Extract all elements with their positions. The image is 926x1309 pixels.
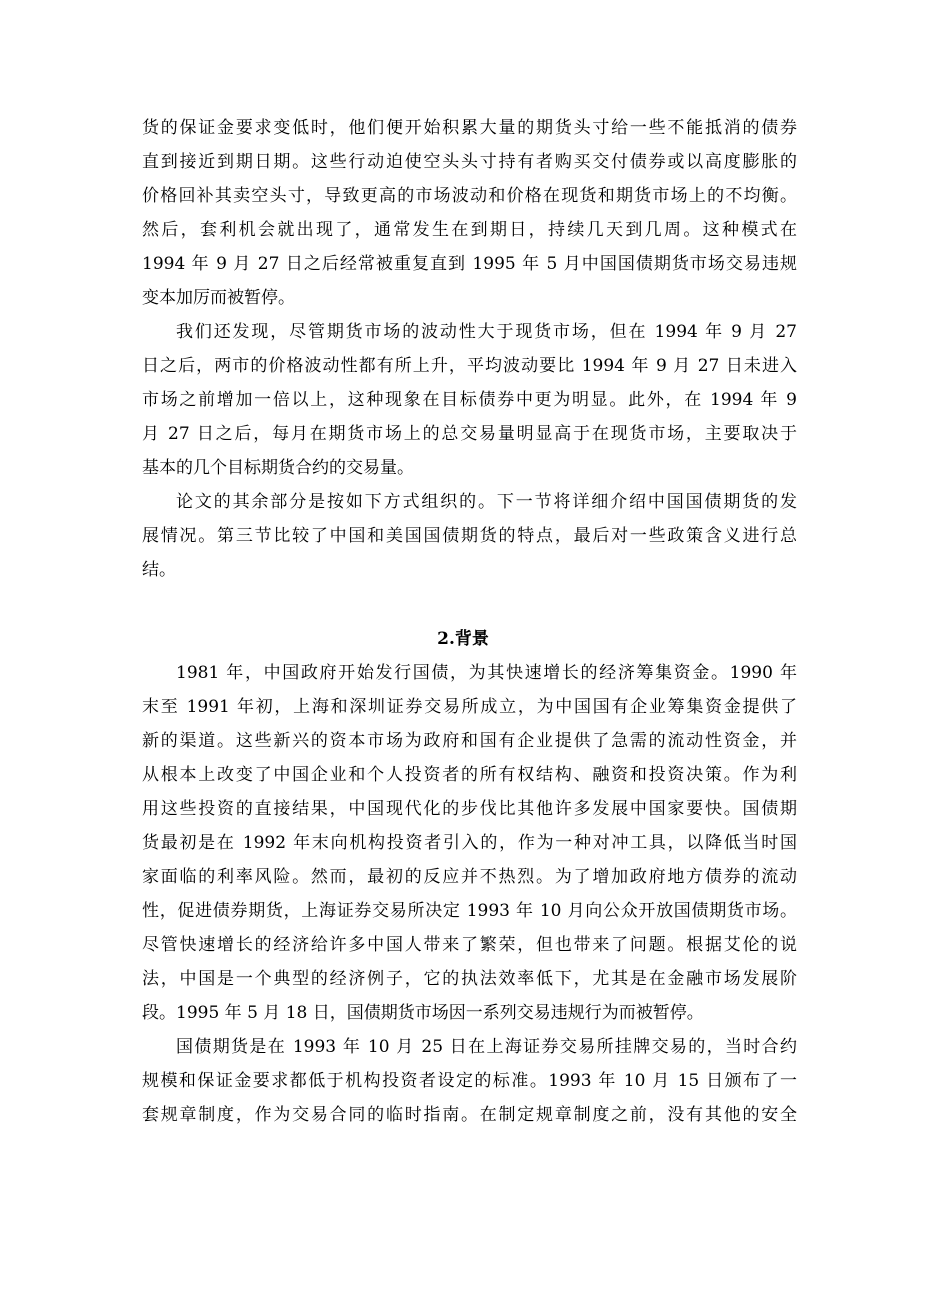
paragraph-4-line: 法，中国是一个典型的经济例子，它的执法效率低下，尤其是在金融市场发展阶 <box>142 969 797 989</box>
section-heading: 2.背景 <box>437 629 489 649</box>
paragraph-2-line: 基本的几个目标期货合约的交易量。 <box>142 458 414 478</box>
paragraph-3-line: 展情况。第三节比较了中国和美国国债期货的特点，最后对一些政策含义进行总 <box>142 526 797 546</box>
paragraph-5-line: 套规章制度，作为交易合同的临时指南。在制定规章制度之前，没有其他的安全 <box>142 1105 797 1125</box>
paragraph-1-line: 货的保证金要求变低时，他们便开始积累大量的期货头寸给一些不能抵消的债券 <box>142 118 797 138</box>
paragraph-2-line: 日之后，两市的价格波动性都有所上升，平均波动要比 1994 年 9 月 27 日未进入 <box>142 356 797 376</box>
paragraph-1-line: 然后，套利机会就出现了，通常发生在到期日，持续几天到几周。这种模式在 <box>142 220 797 240</box>
paragraph-4-line: 段。1995 年 5 月 18 日，国债期货市场因一系列交易违规行为而被暂停。 <box>142 1003 704 1023</box>
paragraph-3-line: 结。 <box>142 560 176 580</box>
paragraph-4-line: 用这些投资的直接结果，中国现代化的步伐比其他许多发展中国家要快。国债期 <box>142 799 797 819</box>
paragraph-4-line: 性，促进债券期货，上海证券交易所决定 1993 年 10 月向公众开放国债期货市场。 <box>142 901 797 921</box>
paragraph-2-line: 市场之前增加一倍以上，这种现象在目标债券中更为明显。此外，在 1994 年 9 <box>142 390 797 410</box>
paragraph-4-line: 尽管快速增长的经济给许多中国人带来了繁荣，但也带来了问题。根据艾伦的说 <box>142 935 797 955</box>
paragraph-1-line: 直到接近到期日期。这些行动迫使空头头寸持有者购买交付债券或以高度膨胀的 <box>142 152 797 172</box>
paragraph-4-line: 1981 年，中国政府开始发行国债，为其快速增长的经济筹集资金。1990 年 <box>176 663 797 683</box>
paragraph-5-line: 国债期货是在 1993 年 10 月 25 日在上海证券交易所挂牌交易的，当时合约 <box>176 1037 797 1057</box>
paragraph-2-line: 我们还发现，尽管期货市场的波动性大于现货市场，但在 1994 年 9 月 27 <box>176 322 797 342</box>
paragraph-4-line: 家面临的利率风险。然而，最初的反应并不热烈。为了增加政府地方债券的流动 <box>142 867 797 887</box>
paragraph-4-line: 货最初是在 1992 年末向机构投资者引入的，作为一种对冲工具，以降低当时国 <box>142 833 797 853</box>
paragraph-1-line: 变本加厉而被暂停。 <box>142 288 295 308</box>
paragraph-2-line: 月 27 日之后，每月在期货市场上的总交易量明显高于在现货市场，主要取决于 <box>142 424 797 444</box>
paragraph-5-line: 规模和保证金要求都低于机构投资者设定的标准。1993 年 10 月 15 日颁布了一 <box>142 1071 797 1091</box>
paragraph-4-line: 末至 1991 年初，上海和深圳证券交易所成立，为中国国有企业筹集资金提供了 <box>142 697 797 717</box>
paragraph-1-line: 价格回补其卖空头寸，导致更高的市场波动和价格在现货和期货市场上的不均衡。 <box>142 186 797 206</box>
paragraph-3-line: 论文的其余部分是按如下方式组织的。下一节将详细介绍中国国债期货的发 <box>176 492 797 512</box>
paragraph-4-line: 新的渠道。这些新兴的资本市场为政府和国有企业提供了急需的流动性资金，并 <box>142 731 797 751</box>
paragraph-1-line: 1994 年 9 月 27 日之后经常被重复直到 1995 年 5 月中国国债期货市场交易违规 <box>142 254 797 274</box>
paragraph-4-line: 从根本上改变了中国企业和个人投资者的所有权结构、融资和投资决策。作为利 <box>142 765 797 785</box>
